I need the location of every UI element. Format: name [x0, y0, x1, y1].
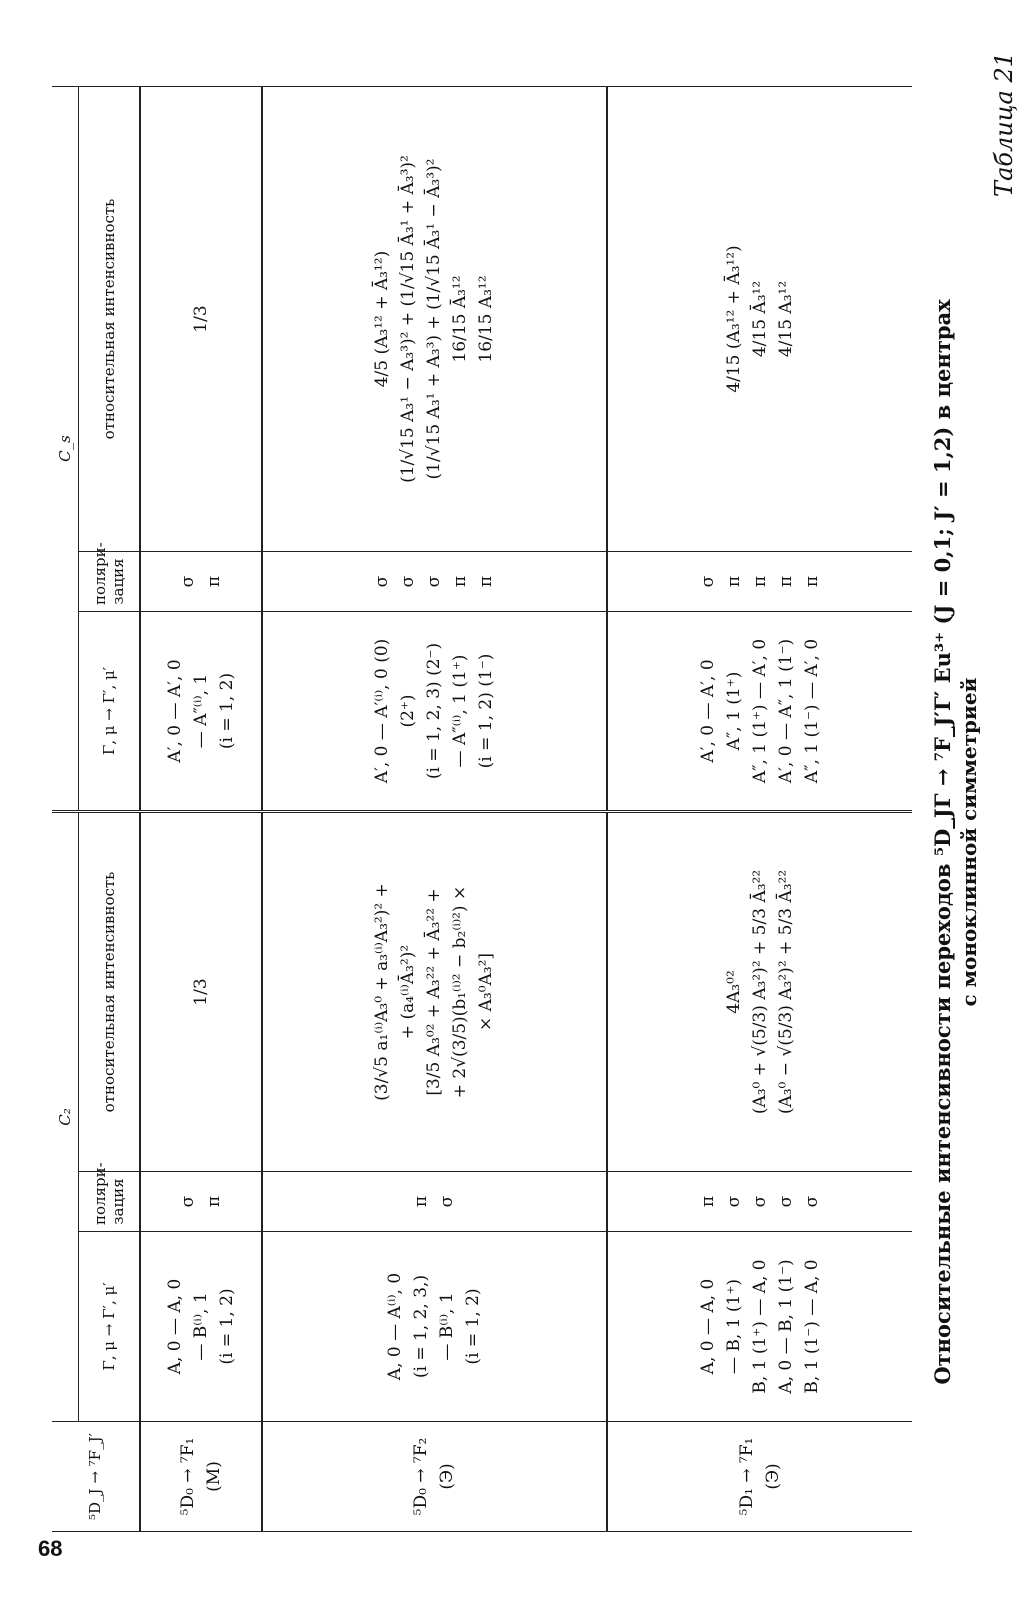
cell-c2-polarization: σ π — [140, 1172, 262, 1232]
cell-cs-polarization: σ π π π π — [607, 552, 912, 612]
cell-c2-polarization: π σ σ σ σ — [607, 1172, 912, 1232]
cell-cs-polarization: σ π — [140, 552, 262, 612]
table-row — [140, 87, 262, 1532]
header-cs-polarization: поляри-зация — [79, 552, 140, 612]
cell-c2-intensity: 4A₃⁰² (A₃⁰ + √(5/3) A₃²)² + 5/3 Ā₃²² (A₃⁰ − √(5/3) A₃²)² + 5/3 Ā₃²² — [607, 812, 912, 1172]
cell-transition: ⁵D₀ → ⁷F₁ (M) — [140, 1422, 262, 1532]
cell-c2-gamma: A, 0 — A, 0 — B⁽ⁱ⁾, 1 (i = 1, 2) — [140, 1232, 262, 1422]
table-row — [607, 87, 912, 1532]
table-label: Таблица 21 — [990, 52, 1018, 197]
header-group-row — [52, 87, 79, 1532]
header-c2-intensity: относительная интенсивность — [79, 812, 140, 1172]
header-group-c2: C₂ — [52, 812, 79, 1422]
cell-cs-polarization: σ σ σ π π — [262, 552, 607, 612]
cell-c2-intensity: (3/√5 a₁⁽ⁱ⁾A₃⁰ + a₃⁽ⁱ⁾A₃²)² + + (a₄⁽ⁱ⁾Ā₃²)² [3/5 A₃⁰² + A₃²² + Ā₃²² + + 2√(3/5)(b₁⁽ⁱ⁾² − b₂⁽ⁱ⁾²) × × A₃⁰A₃²] — [262, 812, 607, 1172]
header-group-cs: C_s — [52, 87, 79, 812]
header-row — [79, 87, 140, 1532]
header-c2-gamma: Γ, μ → Γ′, μ′ — [79, 1232, 140, 1422]
header-cs-intensity: относительная интенсивность — [79, 87, 140, 552]
table-row — [262, 87, 607, 1532]
table-caption — [930, 112, 982, 1572]
cell-cs-intensity: 4/15 (A₃¹² + Ā₃¹²) 4/15 Ā₃¹² 4/15 A₃¹² — [607, 87, 912, 552]
header-cs-gamma: Γ, μ → Γ′, μ′ — [79, 612, 140, 812]
cell-cs-gamma: A′, 0 — A′, 0 — A″⁽ⁱ⁾, 1 (i = 1, 2) — [140, 612, 262, 812]
header-c2-polarization: поляри-зация — [79, 1172, 140, 1232]
cell-cs-intensity: 1/3 — [140, 87, 262, 552]
caption-line-2: с моноклинной симметрией — [957, 677, 981, 1007]
cell-transition: ⁵D₁ → ⁷F₁ (Э) — [607, 1422, 912, 1532]
header-transition: ⁵D_J → ⁷F_J′ — [52, 1422, 140, 1532]
intensity-table — [52, 86, 912, 1532]
cell-cs-gamma: A′, 0 — A′⁽ⁱ⁾, 0 (0) (2⁺) (i = 1, 2, 3) (2⁻) — A″⁽ⁱ⁾, 1 (1⁺) (i = 1, 2) (1⁻) — [262, 612, 607, 812]
cell-transition: ⁵D₀ → ⁷F₂ (Э) — [262, 1422, 607, 1532]
cell-c2-intensity: 1/3 — [140, 812, 262, 1172]
cell-c2-polarization: π σ — [262, 1172, 607, 1232]
cell-c2-gamma: A, 0 — A, 0 — B, 1 (1⁺) B, 1 (1⁺) — A, 0 A, 0 — B, 1 (1⁻) B, 1 (1⁻) — A, 0 — [607, 1232, 912, 1422]
cell-cs-gamma: A′, 0 — A′, 0 A″, 1 (1⁺) A″, 1 (1⁺) — A′, 0 A′, 0 — A″, 1 (1⁻) A″, 1 (1⁻) — A′, 0 — [607, 612, 912, 812]
caption-line-1: Относительные интенсивности переходов ⁵D_JΓ → ⁷F_J′Γ′ Eu³⁺ (J = 0,1; J′ = 1,2) в центрах — [930, 299, 955, 1385]
page-number: 68 — [38, 1536, 63, 1561]
cell-c2-gamma: A, 0 — A⁽ⁱ⁾, 0 (i = 1, 2, 3,) — B⁽ⁱ⁾, 1 (i = 1, 2) — [262, 1232, 607, 1422]
cell-cs-intensity: 4/5 (A₃¹² + Ā₃¹²) (1/√15 A₃¹ − A₃³)² + (1/√15 Ā₃¹ + Ā₃³)² (1/√15 A₃¹ + A₃³) + (1/√15 Ā₃¹ − Ā₃³)² 16/15 Ā₃¹² 16/15 A₃¹² — [262, 87, 607, 552]
rotated-table-block — [12, 12, 1018, 1572]
